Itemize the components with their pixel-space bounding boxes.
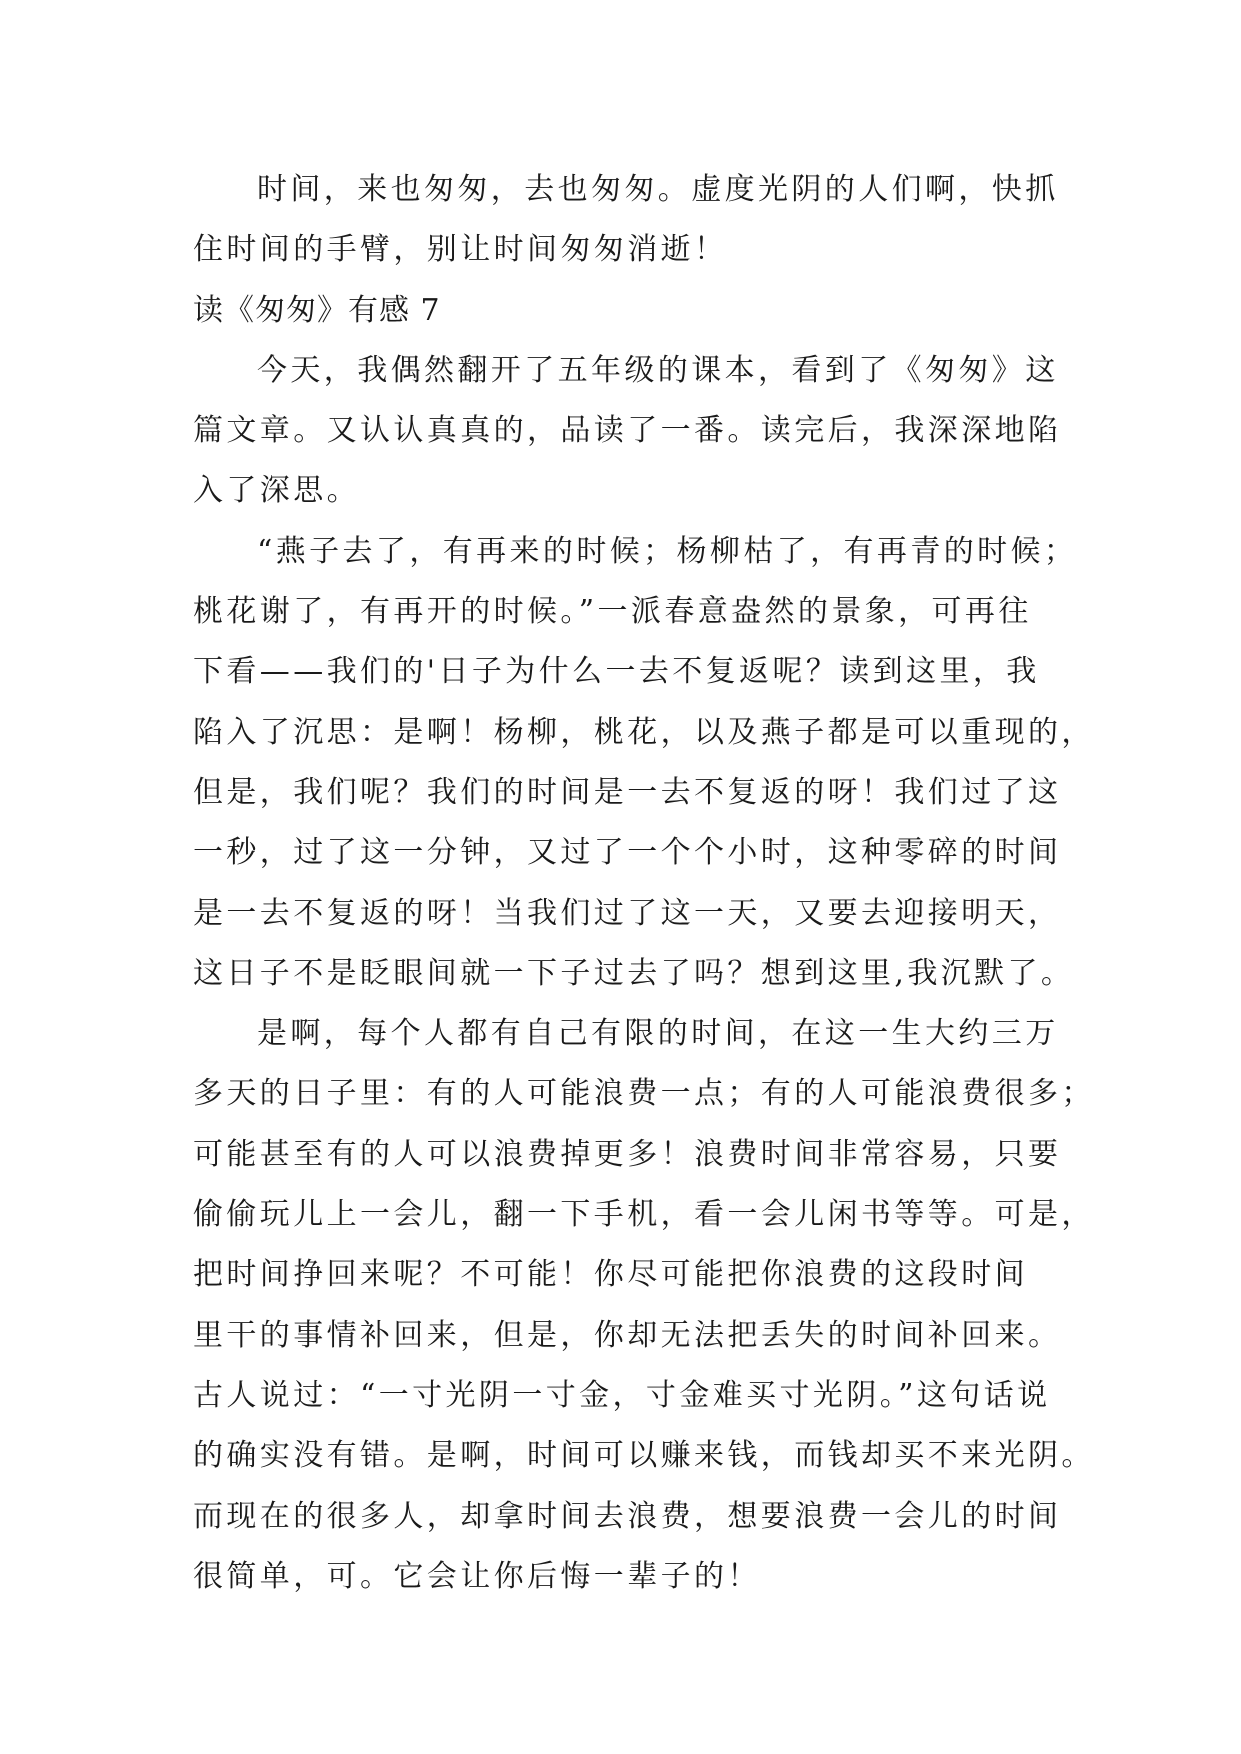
text-line: 偷偷玩儿上一会儿，翻一下手机，看一会儿闲书等等。可是，: [193, 1197, 1095, 1233]
text-line: 把时间挣回来呢？不可能！你尽可能把你浪费的这段时间: [193, 1257, 1028, 1293]
text-line: 入了深思。: [193, 473, 360, 509]
heading-text: 读《匆匆》有感 7: [193, 292, 441, 328]
paragraph-reflection: [193, 1004, 1095, 1607]
text-line: 这日子不是眨眼间就一下子过去了吗？想到这里,我沉默了。: [193, 955, 1075, 991]
text-line: 下看——我们的'日子为什么一去不复返呢？读到这里，我: [193, 654, 1040, 690]
text-line: 里干的事情补回来，但是，你却无法把丢失的时间补回来。: [193, 1317, 1062, 1353]
text-line: 篇文章。又认认真真的，品读了一番。读完后，我深深地陷: [193, 413, 1062, 449]
text-line: 但是，我们呢？我们的时间是一去不复返的呀！我们过了这: [193, 774, 1062, 810]
text-line: 而现在的很多人，却拿时间去浪费，想要浪费一会儿的时间: [193, 1498, 1062, 1534]
paragraph-quote: [193, 522, 1095, 1004]
paragraph-closing-remark: [193, 160, 1059, 281]
text-line: 是啊，每个人都有自己有限的时间，在这一生大约三万: [257, 1016, 1059, 1052]
text-line: 的确实没有错。是啊，时间可以赚来钱，而钱却买不来光阴。: [193, 1438, 1095, 1474]
paragraph-intro: [193, 341, 1062, 522]
document-body: [193, 160, 1095, 1607]
text-line: 很简单，可。它会让你后悔一辈子的！: [193, 1558, 761, 1594]
text-line: 住时间的手臂，别让时间匆匆消逝！: [193, 232, 728, 268]
text-line: 是一去不复返的呀！当我们过了这一天，又要去迎接明天，: [193, 895, 1062, 931]
text-line: 桃花谢了，有再开的时候。”一派春意盎然的景象，可再往: [193, 594, 1032, 630]
text-line: 古人说过：“一寸光阴一寸金，寸金难买寸光阴。”这句话说: [193, 1377, 1051, 1413]
section-heading: [193, 281, 1053, 341]
text-line: 今天，我偶然翻开了五年级的课本，看到了《匆匆》这: [257, 352, 1059, 388]
text-line: 多天的日子里：有的人可能浪费一点；有的人可能浪费很多；: [193, 1076, 1095, 1112]
text-line: 时间，来也匆匆，去也匆匆。虚度光阴的人们啊，快抓: [257, 172, 1059, 207]
text-line: 可能甚至有的人可以浪费掉更多！浪费时间非常容易，只要: [193, 1136, 1062, 1172]
text-line: “燕子去了，有再来的时候；杨柳枯了，有再青的时候；: [257, 533, 1078, 569]
text-line: 一秒，过了这一分钟，又过了一个个小时，这种零碎的时间: [193, 835, 1062, 871]
text-line: 陷入了沉思：是啊！杨柳，桃花，以及燕子都是可以重现的，: [193, 714, 1095, 750]
